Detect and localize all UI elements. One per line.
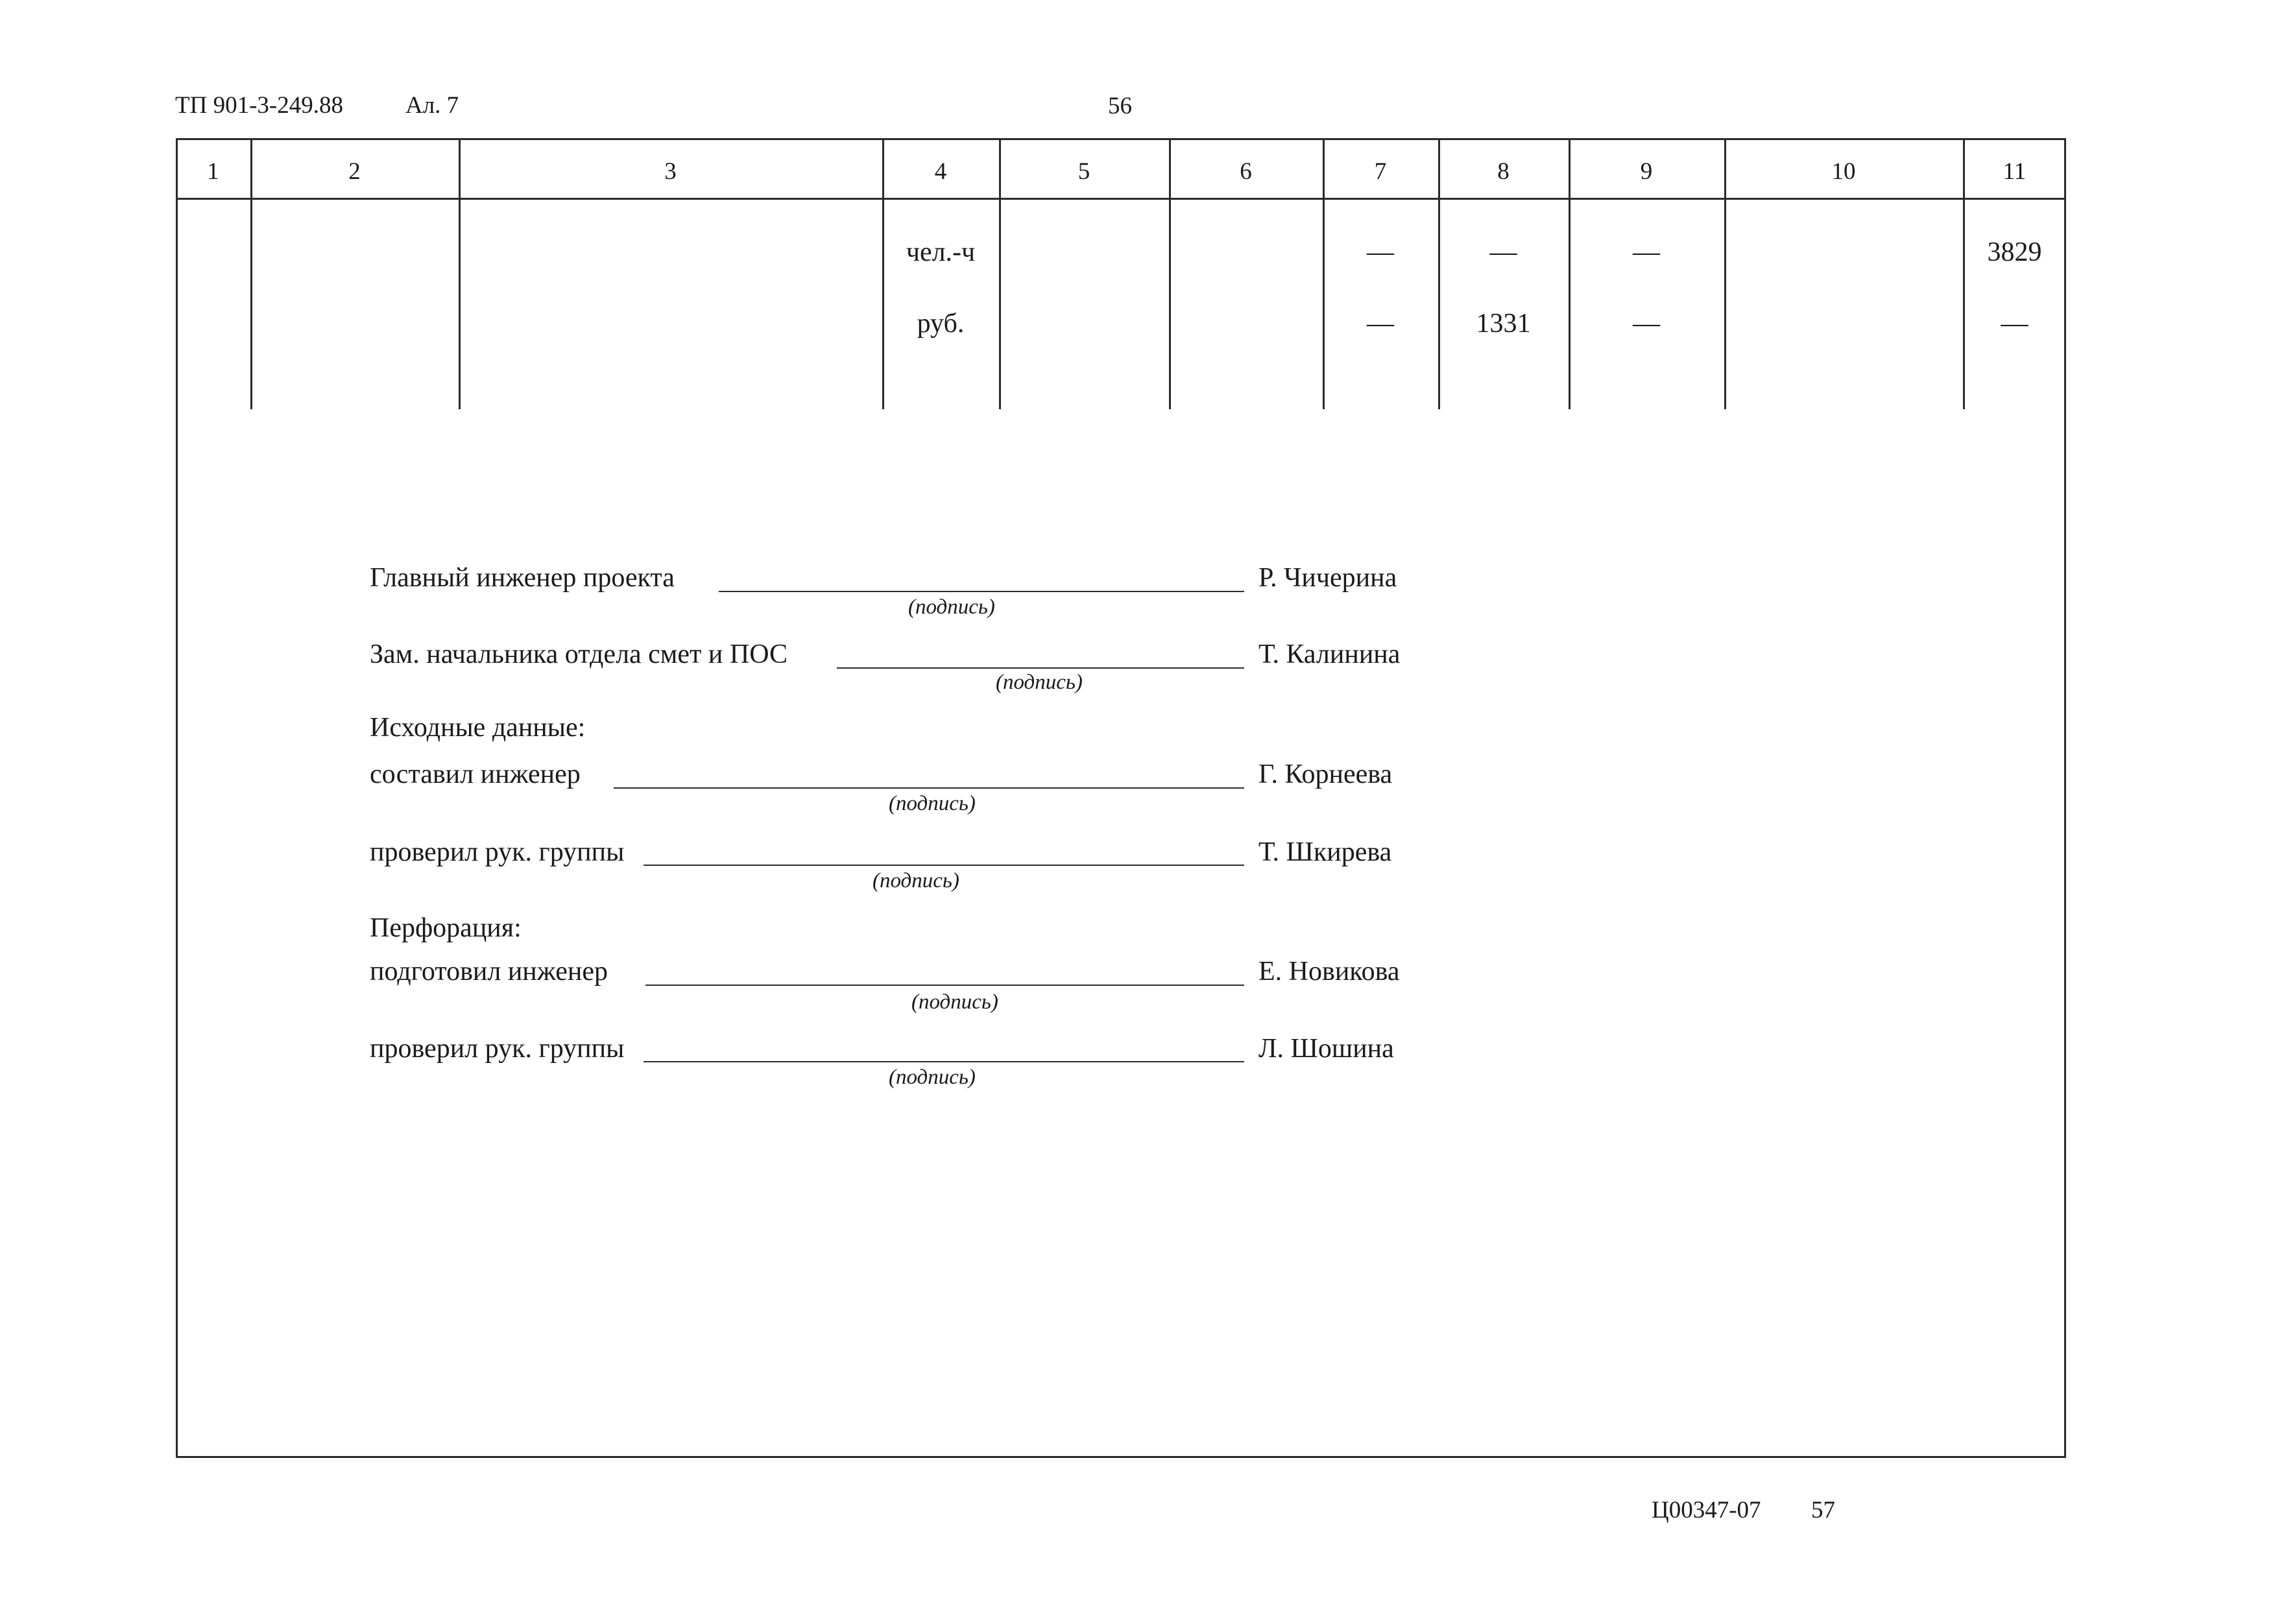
- column-number-5: 5: [1077, 158, 1090, 185]
- column-number-7: 7: [1374, 158, 1387, 185]
- checked-by-signature-caption-1: (подпись): [872, 869, 959, 892]
- checked-by-name-2: Л. Шошина: [1258, 1034, 1394, 1064]
- column-number-10: 10: [1831, 158, 1856, 185]
- row2-col7: —: [1367, 309, 1394, 339]
- chief-engineer-name: Р. Чичерина: [1258, 563, 1397, 593]
- row1-col8: —: [1489, 237, 1517, 267]
- checked-by-signature-line-2: [644, 1061, 1244, 1062]
- column-number-4: 4: [934, 158, 947, 185]
- column-number-9: 9: [1640, 158, 1653, 185]
- row1-col11: 3829: [1987, 237, 2042, 267]
- deputy-head-signature-caption: (подпись): [996, 671, 1083, 694]
- chief-engineer-signature-line: [719, 591, 1244, 592]
- album-number: Ал. 7: [405, 92, 459, 119]
- footer-code: Ц00347-07: [1652, 1497, 1761, 1523]
- prepared-by-label: подготовил инженер: [370, 957, 608, 986]
- checked-by-name-1: Т. Шкирева: [1258, 837, 1392, 867]
- checked-by-label-2: проверил рук. группы: [370, 1034, 625, 1064]
- source-data-heading: Исходные данные:: [370, 713, 586, 743]
- compiled-by-signature-line: [614, 787, 1244, 789]
- chief-engineer-signature-caption: (подпись): [908, 595, 995, 619]
- row2-col8: 1331: [1476, 309, 1531, 339]
- deputy-head-label: Зам. начальника отдела смет и ПОС: [370, 639, 788, 669]
- row1-unit: чел.-ч: [906, 237, 976, 267]
- column-number-8: 8: [1497, 158, 1510, 185]
- prepared-by-name: Е. Новикова: [1258, 957, 1400, 986]
- compiled-by-label: составил инженер: [370, 759, 581, 789]
- row2-unit: руб.: [917, 309, 965, 339]
- doc-code: ТП 901-3-249.88: [175, 92, 343, 119]
- column-number-1: 1: [207, 158, 219, 185]
- column-number-6: 6: [1240, 158, 1252, 185]
- checked-by-signature-caption-2: (подпись): [889, 1066, 976, 1089]
- checked-by-label-1: проверил рук. группы: [370, 837, 625, 867]
- row2-col9: —: [1633, 309, 1660, 339]
- chief-engineer-label: Главный инженер проекта: [370, 563, 675, 593]
- compiled-by-name: Г. Корнеева: [1258, 759, 1393, 789]
- column-number-3: 3: [664, 158, 677, 185]
- checked-by-signature-line-1: [644, 865, 1244, 866]
- perforation-heading: Перфорация:: [370, 913, 522, 943]
- footer-page-number: 57: [1811, 1497, 1835, 1523]
- deputy-head-signature-line: [837, 667, 1244, 669]
- prepared-by-signature-caption: (подпись): [911, 990, 998, 1014]
- prepared-by-signature-line: [645, 985, 1244, 986]
- compiled-by-signature-caption: (подпись): [889, 792, 976, 815]
- column-number-11: 11: [2003, 158, 2027, 185]
- page-number: 56: [1108, 93, 1132, 119]
- row1-col7: —: [1367, 237, 1394, 267]
- row2-col11: —: [2001, 309, 2028, 339]
- column-number-2: 2: [348, 158, 361, 185]
- deputy-head-name: Т. Калинина: [1258, 639, 1401, 669]
- row1-col9: —: [1633, 237, 1660, 267]
